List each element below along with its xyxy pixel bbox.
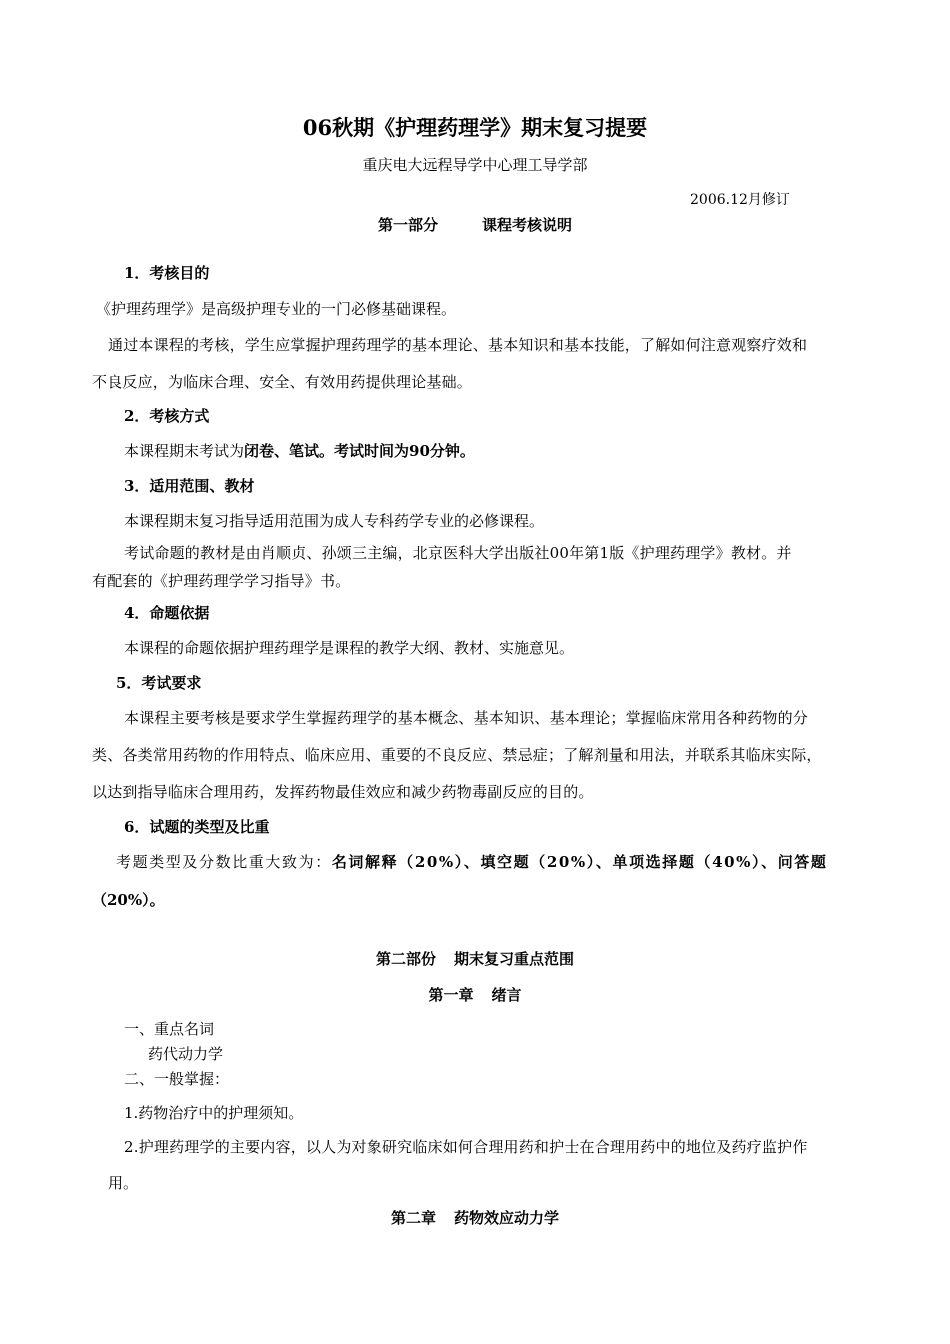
section-1-heading: 1．考核目的 (124, 264, 210, 282)
chapter-1-heading (0, 984, 950, 1005)
section-1-paragraph-2-line-2: 不良反应，为临床合理、安全、有效用药提供理论基础。 (92, 373, 473, 391)
section-3-heading: 3．适用范围、教材 (124, 477, 255, 495)
section-6-heading: 6．试题的类型及比重 (124, 818, 270, 836)
document-subtitle: 重庆电大远程导学中心理工导学部 (362, 156, 588, 174)
part1-name: 课程考核说明 (482, 216, 573, 234)
part2-name: 期末复习重点范围 (454, 950, 575, 968)
chapter-2-name: 药物效应动力学 (454, 1209, 560, 1227)
section-5-paragraph-line-3: 以达到指导临床合理用药，发挥药物最佳效应和减少药物毒副反应的目的。 (92, 783, 594, 801)
section-2-heading: 2．考核方式 (124, 407, 210, 425)
section-5-paragraph-line-2: 类、各类常用药物的作用特点、临床应用、重要的不良反应、禁忌症；了解剂量和用法，并联系其临床实际， (92, 746, 822, 764)
section-2-text: 本课程期末考试为 (124, 442, 245, 460)
chapter-1-item-2: 二、一般掌握： (124, 1070, 230, 1088)
chapter-2-heading (0, 1207, 950, 1228)
chapter-1-list-item-2-line-1: 2.护理药理学的主要内容，以人为对象研究临床如何合理用药和护士在合理用药中的地位及药疗监护作 (124, 1138, 808, 1156)
chapter-1-list-item-2-line-2: 用。 (108, 1174, 139, 1192)
chapter-1-label: 第一章 (428, 986, 474, 1004)
chapter-1-name: 绪言 (491, 986, 522, 1004)
part2-heading (0, 948, 950, 969)
section-6-paragraph-line-1 (116, 851, 828, 872)
section-6-bold-text: 名词解释（20%）、填空题（20%）、单项选择题（40%）、问答题 (331, 853, 828, 871)
section-4-heading: 4．命题依据 (124, 604, 210, 622)
section-3-paragraph-2-line-2: 有配套的《护理药理学学习指导》书。 (92, 572, 351, 590)
section-3-paragraph-1: 本课程期末复习指导适用范围为成人专科药学专业的必修课程。 (124, 512, 545, 530)
section-2-paragraph (124, 440, 475, 461)
document-title: 06秋期《护理药理学》期末复习提要 (302, 115, 648, 140)
section-3-paragraph-2-line-1: 考试命题的教材是由肖顺贞、孙颂三主编，北京医科大学出版社00年第1版《护理药理学》教材。并 (124, 544, 792, 562)
chapter-2-label: 第二章 (390, 1209, 436, 1227)
chapter-1-item-1: 一、重点名词 (124, 1020, 215, 1038)
section-4-paragraph: 本课程的命题依据护理药理学是课程的教学大纲、教材、实施意见。 (124, 639, 575, 657)
part2-label: 第二部份 (375, 950, 436, 968)
section-5-paragraph-line-1: 本课程主要考核是要求学生掌握药理学的基本概念、基本知识、基本理论；掌握临床常用各种药物的分 (124, 709, 809, 727)
revision-date: 2006.12月修订 (690, 192, 790, 208)
section-5-heading: 5．考试要求 (116, 674, 202, 692)
section-6-text: 考题类型及分数比重大致为： (116, 853, 332, 871)
chapter-1-list-item-1: 1.药物治疗中的护理须知。 (124, 1104, 304, 1122)
part1-label: 第一部分 (377, 216, 438, 234)
section-1-paragraph-1: 《护理药理学》是高级护理专业的一门必修基础课程。 (96, 300, 457, 318)
section-6-paragraph-line-2: （20%）。 (92, 891, 165, 909)
chapter-1-term-1: 药代动力学 (148, 1045, 224, 1063)
part1-heading (0, 214, 950, 235)
section-2-bold-text: 闭卷、笔试。考试时间为90分钟。 (244, 442, 475, 460)
section-1-paragraph-2-line-1: 通过本课程的考核，学生应掌握护理药理学的基本理论、基本知识和基本技能，了解如何注意观察疗效和 (108, 336, 808, 354)
